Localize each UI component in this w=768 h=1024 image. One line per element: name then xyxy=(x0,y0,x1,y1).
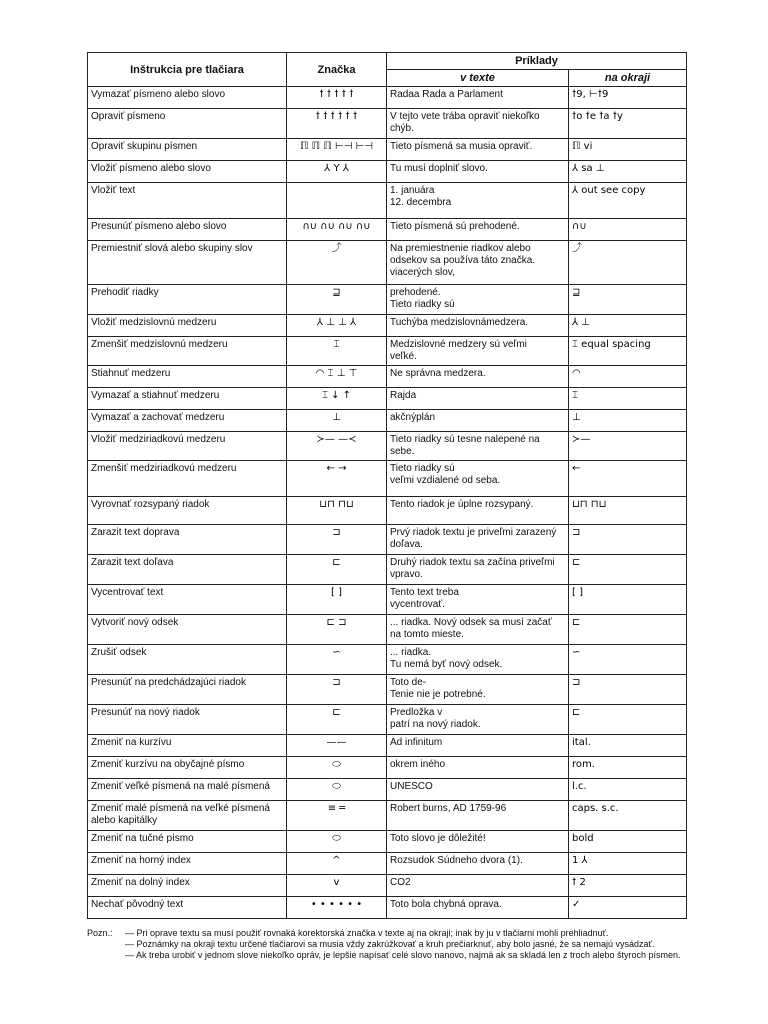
proof-mark-symbol: ⤴ xyxy=(287,241,387,285)
example-in-margin: [ ] xyxy=(569,585,687,615)
example-in-margin: ⊔⊓ ⊓⊔ xyxy=(569,497,687,525)
table-row xyxy=(88,410,687,432)
example-line: vpravo. xyxy=(390,569,423,580)
instruction-cell: Zmeniť na horný index xyxy=(88,853,287,875)
example-in-text xyxy=(387,432,569,461)
table-row xyxy=(88,388,687,410)
example-in-margin: ꝉo ꝉe ꝉa ꝉy xyxy=(569,109,687,139)
example-line: Toto de- xyxy=(390,677,427,688)
proof-mark-symbol: ⅄ ⊥ ⊥ ⅄ xyxy=(287,315,387,337)
table-row xyxy=(88,183,687,219)
example-in-text xyxy=(387,585,569,615)
example-in-margin: ꝉ 2 xyxy=(569,875,687,897)
example-line: chýb. xyxy=(390,123,414,134)
table-row xyxy=(88,875,687,897)
table-row xyxy=(88,461,687,497)
example-in-margin: ◠ xyxy=(569,366,687,388)
example-in-margin: ⊏ xyxy=(569,615,687,645)
proof-mark-symbol: ⌶ ↓ ↑ xyxy=(287,388,387,410)
example-in-text xyxy=(387,241,569,285)
footnotes xyxy=(87,928,687,961)
example-line: Prvý riadok textu je priveľmi zarazený xyxy=(390,527,557,538)
proof-mark-symbol: v xyxy=(287,875,387,897)
table-row xyxy=(88,705,687,735)
example-in-margin: ⅄ ⊥ xyxy=(569,315,687,337)
example-line: Rajda xyxy=(390,390,417,401)
table-row xyxy=(88,87,687,109)
example-in-text xyxy=(387,897,569,919)
proof-mark-symbol: ℿ ℿ ℿ ⊢⊣ ⊢⊣ xyxy=(287,139,387,161)
example-line: Tu nemá byť nový odsek. xyxy=(390,659,503,670)
example-in-text xyxy=(387,109,569,139)
table-row xyxy=(88,497,687,525)
table-row xyxy=(88,853,687,875)
example-in-text xyxy=(387,139,569,161)
instruction-cell: Vycentrovať text xyxy=(88,585,287,615)
instruction-cell: Zmeniť veľké písmená na malé písmená xyxy=(88,779,287,801)
proof-mark-symbol: ≻— —≺ xyxy=(287,432,387,461)
example-in-margin: ⊥ xyxy=(569,410,687,432)
table-row xyxy=(88,139,687,161)
example-in-text xyxy=(387,388,569,410)
proof-mark-symbol: ∩∪ ∩∪ ∩∪ ∩∪ xyxy=(287,219,387,241)
instruction-cell: Zarazit text doprava xyxy=(88,525,287,555)
header-instruction: Inštrukcia pre tlačiara xyxy=(88,53,287,87)
note-2-text: Poznámky na okraji textu určené tlačiarovi sa musia vždy zakrúžkovať a kruh prečiarknuť, aby bolo jasné, že sa nemajú vysádzať. xyxy=(136,939,655,949)
note-1 xyxy=(125,928,609,939)
example-line: Ad infinitum xyxy=(390,737,443,748)
example-in-text xyxy=(387,735,569,757)
example-in-text xyxy=(387,219,569,241)
proof-mark-symbol: ⊏ xyxy=(287,555,387,585)
proof-mark-symbol: ⅄ Y ⅄ xyxy=(287,161,387,183)
table-row xyxy=(88,366,687,388)
table-row xyxy=(88,645,687,675)
example-line: Na premiestnenie riadkov alebo xyxy=(390,243,531,254)
example-line: na tomto mieste. xyxy=(390,629,464,640)
example-line: 12. decembra xyxy=(390,197,452,208)
example-line: ... riadka. Nový odsek sa musí začať xyxy=(390,617,552,628)
table-row xyxy=(88,525,687,555)
example-line: viacerých slov, xyxy=(390,267,455,278)
example-in-margin: 1 ⅄ xyxy=(569,853,687,875)
example-in-text xyxy=(387,337,569,366)
instruction-cell: Zmeniť kurzívu na obyčajné písmo xyxy=(88,757,287,779)
example-in-margin: ⊐ xyxy=(569,525,687,555)
example-in-margin: ⌶ xyxy=(569,388,687,410)
example-in-margin: rom. xyxy=(569,757,687,779)
proof-mark-symbol: —— xyxy=(287,735,387,757)
proof-mark-symbol: ꝉ ꝉ ꝉ ꝉ ꝉ ꝉ xyxy=(287,109,387,139)
instruction-cell: Vymazať a zachovať medzeru xyxy=(88,410,287,432)
instruction-cell: Vyrovnať rozsypaný riadok xyxy=(88,497,287,525)
table-row xyxy=(88,831,687,853)
proof-mark-symbol: ⊏ xyxy=(287,705,387,735)
proof-mark-symbol: ∽ xyxy=(287,645,387,675)
example-in-text xyxy=(387,315,569,337)
table-row xyxy=(88,241,687,285)
example-line: Tieto písmená sú prehodené. xyxy=(390,221,520,232)
table-row xyxy=(88,735,687,757)
instruction-cell: Opraviť skupinu písmen xyxy=(88,139,287,161)
example-line: Tento riadok je úplne rozsypaný. xyxy=(390,499,534,510)
instruction-cell: Premiestniť slová alebo skupiny slov xyxy=(88,241,287,285)
note-3-text: Ak treba urobiť v jednom slove niekoľko opráv, je lepšie napísať celé slovo nanovo, najmä ak sa skladá len z troch alebo štyroch písmen. xyxy=(136,950,681,960)
instruction-cell: Vymazať písmeno alebo slovo xyxy=(88,87,287,109)
table-row xyxy=(88,161,687,183)
example-line: Ne správna medzera. xyxy=(390,368,486,379)
example-in-margin: ⌶ equal spacing xyxy=(569,337,687,366)
example-line: Tento text treba xyxy=(390,587,459,598)
instruction-cell: Vytvoriť nový odsek xyxy=(88,615,287,645)
instruction-cell: Zmeniť malé písmená na veľké písmená alebo kapitálky xyxy=(88,801,287,831)
instruction-cell: Presunúť písmeno alebo slovo xyxy=(88,219,287,241)
example-line: veľmi vzdialené od seba. xyxy=(390,475,501,486)
example-in-margin: ⅄ out see copy xyxy=(569,183,687,219)
instruction-cell: Zmeniť na kurzívu xyxy=(88,735,287,757)
example-line: ... riadka. xyxy=(390,647,432,658)
example-line: 1. januára xyxy=(390,185,435,196)
example-line: veľké. xyxy=(390,351,417,362)
proof-mark-symbol xyxy=(287,183,387,219)
table-row xyxy=(88,219,687,241)
example-in-text xyxy=(387,461,569,497)
proof-mark-symbol: ≡ ═ xyxy=(287,801,387,831)
example-in-text xyxy=(387,645,569,675)
example-in-text xyxy=(387,615,569,645)
example-in-text xyxy=(387,555,569,585)
instruction-cell: Vložiť medzislovnú medzeru xyxy=(88,315,287,337)
example-in-text xyxy=(387,366,569,388)
example-in-margin: ⅄ sa ⊥ xyxy=(569,161,687,183)
table-row xyxy=(88,897,687,919)
example-in-margin: ∩∪ xyxy=(569,219,687,241)
example-in-margin: ital. xyxy=(569,735,687,757)
example-line: Tieto riadky sú tesne nalepené na xyxy=(390,434,540,445)
note-1-text: Pri oprave textu sa musí použiť rovnaká korektorská značka v texte aj na okraji; inak by ju v tlačiarni mohli prehliadnuť. xyxy=(136,928,609,938)
instruction-cell: Vymazať a stiahnuť medzeru xyxy=(88,388,287,410)
example-in-margin: ⊒ xyxy=(569,285,687,315)
instruction-cell: Nechať pôvodný text xyxy=(88,897,287,919)
instruction-cell: Zmeniť na tučné písmo xyxy=(88,831,287,853)
instruction-cell: Stiahnuť medzeru xyxy=(88,366,287,388)
table-row xyxy=(88,675,687,705)
example-line: Robert burns, AD 1759-96 xyxy=(390,803,507,814)
proof-mark-symbol: ⬭ xyxy=(287,779,387,801)
proof-marks-table xyxy=(87,52,687,919)
example-in-margin: ⊏ xyxy=(569,555,687,585)
example-in-text xyxy=(387,831,569,853)
example-line: Tenie nie je potrebné. xyxy=(390,689,486,700)
proof-mark-symbol: ⊐ xyxy=(287,525,387,555)
example-line: patrí na nový riadok. xyxy=(390,719,481,730)
example-line: V tejto vete trába opraviť niekoľko xyxy=(390,111,540,122)
table-row xyxy=(88,801,687,831)
example-line: prehodené. xyxy=(390,287,441,298)
example-line: Tu musí doplniť slovo. xyxy=(390,163,488,174)
example-in-margin: ← xyxy=(569,461,687,497)
example-in-text xyxy=(387,497,569,525)
proof-mark-symbol: ⊥ xyxy=(287,410,387,432)
example-line: vycentrovať. xyxy=(390,599,445,610)
example-line: Radaa Rada a Parlament xyxy=(390,89,503,100)
instruction-cell: Zmenšiť medzislovnú medzeru xyxy=(88,337,287,366)
instruction-cell: Zmenšiť medziriadkovú medzeru xyxy=(88,461,287,497)
example-line: UNESCO xyxy=(390,781,433,792)
example-in-text xyxy=(387,183,569,219)
proof-mark-symbol: ⊏ ⊐ xyxy=(287,615,387,645)
table-row xyxy=(88,757,687,779)
example-in-margin: ⊏ xyxy=(569,705,687,735)
instruction-cell: Presunúť na predchádzajúci riadok xyxy=(88,675,287,705)
table-row xyxy=(88,432,687,461)
proof-mark-symbol: ← → xyxy=(287,461,387,497)
example-in-text xyxy=(387,87,569,109)
proof-mark-symbol: ⊐ xyxy=(287,675,387,705)
example-in-margin: caps. s.c. xyxy=(569,801,687,831)
note-2 xyxy=(87,939,687,950)
proof-mark-symbol: ⌶ xyxy=(287,337,387,366)
example-line: akčnýplán xyxy=(390,412,436,423)
proof-mark-symbol: ^ xyxy=(287,853,387,875)
proof-mark-symbol: ꝉ ꝉ ꝉ ꝉ ꝉ xyxy=(287,87,387,109)
instruction-cell: Presunúť na nový riadok xyxy=(88,705,287,735)
example-in-text xyxy=(387,161,569,183)
example-line: Tieto riadky sú xyxy=(390,299,455,310)
example-in-text xyxy=(387,801,569,831)
table-body xyxy=(88,87,687,919)
example-line: doľava. xyxy=(390,539,423,550)
table-row xyxy=(88,109,687,139)
example-in-margin: ∽ xyxy=(569,645,687,675)
table-row xyxy=(88,585,687,615)
example-line: okrem iného xyxy=(390,759,446,770)
proof-mark-symbol: ◠ ⌶ ⊥ ⊤ xyxy=(287,366,387,388)
example-in-margin: ꝉ9, ⊢ꝉ9 xyxy=(569,87,687,109)
proof-mark-symbol: [ ] xyxy=(287,585,387,615)
proof-mark-symbol: • • • • • • xyxy=(287,897,387,919)
instruction-cell: Zrušiť odsek xyxy=(88,645,287,675)
example-line: odsekov sa používa táto značka. xyxy=(390,255,536,266)
table-row xyxy=(88,285,687,315)
example-line: Medzislovné medzery sú veľmi xyxy=(390,339,527,350)
header-in-margin: na okraji xyxy=(569,70,687,87)
example-line: Tuchýba medzislovnámedzera. xyxy=(390,317,529,328)
example-in-text xyxy=(387,757,569,779)
example-in-margin: ⊐ xyxy=(569,675,687,705)
example-in-margin: l.c. xyxy=(569,779,687,801)
example-in-text xyxy=(387,525,569,555)
proof-mark-symbol: ⊒ xyxy=(287,285,387,315)
example-in-margin: bold xyxy=(569,831,687,853)
note-dash: — xyxy=(125,950,134,960)
instruction-cell: Zarazit text doľava xyxy=(88,555,287,585)
example-in-text xyxy=(387,875,569,897)
proof-mark-symbol: ⬭ xyxy=(287,831,387,853)
example-line: sebe. xyxy=(390,446,415,457)
proof-mark-symbol: ⊔⊓ ⊓⊔ xyxy=(287,497,387,525)
example-in-text xyxy=(387,410,569,432)
instruction-cell: Prehodiť riadky xyxy=(88,285,287,315)
instruction-cell: Vložiť text xyxy=(88,183,287,219)
example-in-text xyxy=(387,705,569,735)
note-dash: — xyxy=(125,939,134,949)
proof-mark-symbol: ⬭ xyxy=(287,757,387,779)
example-line: Toto slovo je dôležité! xyxy=(390,833,486,844)
example-in-margin: ≻— xyxy=(569,432,687,461)
table-row xyxy=(88,315,687,337)
example-in-text xyxy=(387,779,569,801)
instruction-cell: Opraviť písmeno xyxy=(88,109,287,139)
example-line: Predložka v xyxy=(390,707,443,718)
example-in-text xyxy=(387,285,569,315)
example-in-margin: ✓ xyxy=(569,897,687,919)
example-line: Tieto písmená sa musia opraviť. xyxy=(390,141,533,152)
example-in-text xyxy=(387,853,569,875)
example-line: Toto bola chybná oprava. xyxy=(390,899,502,910)
table-row xyxy=(88,555,687,585)
header-symbol: Značka xyxy=(287,53,387,87)
example-in-margin: ⤴ xyxy=(569,241,687,285)
note-3 xyxy=(87,950,687,961)
table-row xyxy=(88,779,687,801)
note-dash: — xyxy=(125,928,134,938)
example-in-margin: ℿ vi xyxy=(569,139,687,161)
header-examples: Príklady xyxy=(387,53,687,70)
instruction-cell: Zmeniť na dolný index xyxy=(88,875,287,897)
header-in-text: v texte xyxy=(387,70,569,87)
instruction-cell: Vložiť medziriadkovú medzeru xyxy=(88,432,287,461)
instruction-cell: Vložiť písmeno alebo slovo xyxy=(88,161,287,183)
table-row xyxy=(88,615,687,645)
example-line: CO2 xyxy=(390,877,411,888)
notes-label: Pozn.: xyxy=(87,928,113,938)
example-in-text xyxy=(387,675,569,705)
table-row xyxy=(88,337,687,366)
example-line: Rozsudok Súdneho dvora (1). xyxy=(390,855,523,866)
example-line: Tieto riadky sú xyxy=(390,463,455,474)
example-line: Druhý riadok textu sa začína priveľmi xyxy=(390,557,555,568)
